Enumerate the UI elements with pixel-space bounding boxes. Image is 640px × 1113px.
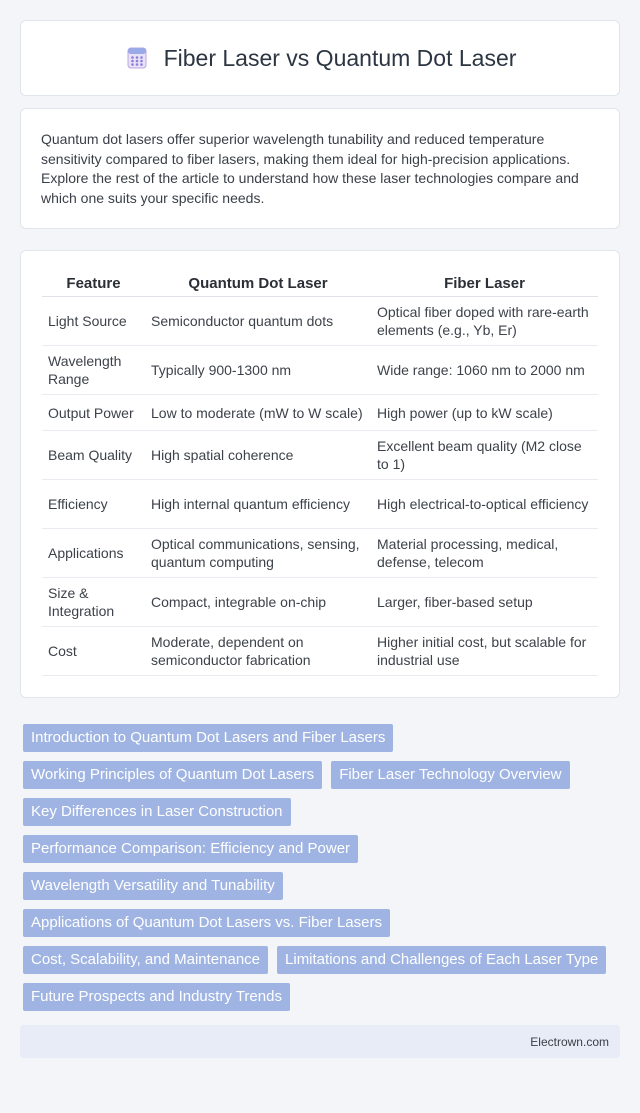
topic-tag-limitations[interactable]: Limitations and Challenges of Each Laser Type <box>277 946 606 974</box>
table-row <box>42 395 598 431</box>
column-header-fiber: Fiber Laser <box>371 270 598 297</box>
table-cell-quantum-dot: Low to moderate (mW to W scale) <box>145 395 371 431</box>
topic-tag-future[interactable]: Future Prospects and Industry Trends <box>23 983 290 1011</box>
table-cell-fiber: Excellent beam quality (M2 close to 1) <box>371 431 598 480</box>
table-cell-quantum-dot: Typically 900-1300 nm <box>145 346 371 395</box>
table-cell-fiber: Optical fiber doped with rare-earth elements (e.g., Yb, Er) <box>371 297 598 346</box>
table-row <box>42 529 598 578</box>
page-footer <box>20 1025 620 1058</box>
topic-tag-performance[interactable]: Performance Comparison: Efficiency and Power <box>23 835 358 863</box>
column-header-quantum-dot: Quantum Dot Laser <box>145 270 371 297</box>
page-header <box>20 20 620 96</box>
table-cell-feature: Size & Integration <box>42 578 145 627</box>
topic-tags <box>20 724 616 1011</box>
table-cell-fiber: Wide range: 1060 nm to 2000 nm <box>371 346 598 395</box>
table-row <box>42 431 598 480</box>
footer-site-name: Electrown.com <box>530 1034 609 1049</box>
topic-tag-construction[interactable]: Key Differences in Laser Construction <box>23 798 291 826</box>
comparison-table-card <box>20 250 620 698</box>
table-cell-quantum-dot: Semiconductor quantum dots <box>145 297 371 346</box>
topic-tag-introduction[interactable]: Introduction to Quantum Dot Lasers and Fiber Lasers <box>23 724 393 752</box>
column-header-feature: Feature <box>42 270 145 297</box>
table-cell-fiber: Larger, fiber-based setup <box>371 578 598 627</box>
page-title: Fiber Laser vs Quantum Dot Laser <box>163 44 517 71</box>
topic-tag-fiber-overview[interactable]: Fiber Laser Technology Overview <box>331 761 569 789</box>
table-cell-quantum-dot: Optical communications, sensing, quantum computing <box>145 529 371 578</box>
table-cell-fiber: High power (up to kW scale) <box>371 395 598 431</box>
table-cell-feature: Wavelength Range <box>42 346 145 395</box>
table-row <box>42 627 598 676</box>
table-cell-fiber: Material processing, medical, defense, telecom <box>371 529 598 578</box>
table-cell-feature: Applications <box>42 529 145 578</box>
intro-text: Quantum dot lasers offer superior wavelength tunability and reduced temperature sensitivity compared to fiber lasers, making them ideal for high-precision applications. Explore the rest of the article to understand how these laser technologies compare and which one suits your specific needs. <box>41 131 579 206</box>
comparison-table <box>42 270 598 676</box>
table-header-row <box>42 270 598 297</box>
intro-card <box>20 108 620 229</box>
table-cell-feature: Cost <box>42 627 145 676</box>
topic-tag-wavelength[interactable]: Wavelength Versatility and Tunability <box>23 872 283 900</box>
topic-tag-applications[interactable]: Applications of Quantum Dot Lasers vs. Fiber Lasers <box>23 909 390 937</box>
table-cell-quantum-dot: High internal quantum efficiency <box>145 480 371 529</box>
topic-tag-working-principles[interactable]: Working Principles of Quantum Dot Lasers <box>23 761 322 789</box>
table-cell-quantum-dot: Moderate, dependent on semiconductor fabrication <box>145 627 371 676</box>
table-cell-feature: Beam Quality <box>42 431 145 480</box>
table-row <box>42 297 598 346</box>
table-cell-feature: Efficiency <box>42 480 145 529</box>
table-row <box>42 480 598 529</box>
topic-tag-cost[interactable]: Cost, Scalability, and Maintenance <box>23 946 268 974</box>
table-cell-fiber: High electrical-to-optical efficiency <box>371 480 598 529</box>
table-cell-fiber: Higher initial cost, but scalable for industrial use <box>371 627 598 676</box>
table-cell-quantum-dot: Compact, integrable on-chip <box>145 578 371 627</box>
table-cell-feature: Light Source <box>42 297 145 346</box>
table-cell-quantum-dot: High spatial coherence <box>145 431 371 480</box>
table-row <box>42 578 598 627</box>
table-row <box>42 346 598 395</box>
table-cell-feature: Output Power <box>42 395 145 431</box>
calculator-icon <box>124 45 150 71</box>
